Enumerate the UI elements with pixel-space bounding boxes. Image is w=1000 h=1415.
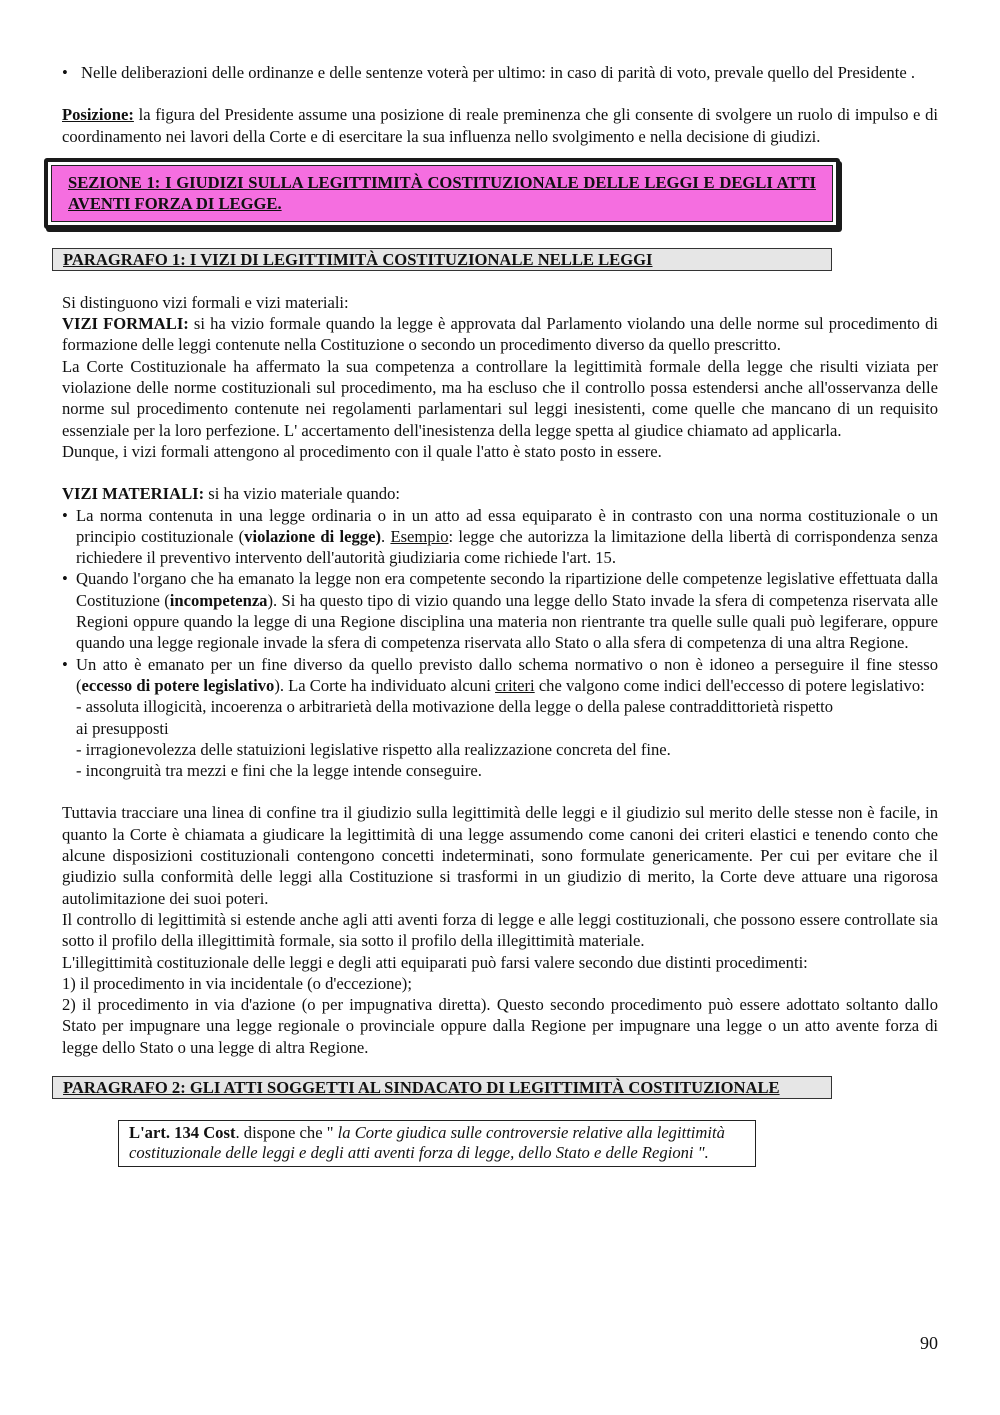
- eccesso-di-potere: eccesso di potere legislativo: [81, 675, 275, 695]
- vizi-materiali-label: VIZI MATERIALI:: [62, 484, 205, 504]
- paragraph-2-heading: PARAGRAFO 2: GLI ATTI SOGGETTI AL SINDACATO DI LEGITTIMITÀ COSTITUZIONALE: [52, 1076, 832, 1099]
- intro-bullet-text: Nelle deliberazioni delle ordinanze e delle sentenze voterà per ultimo: in caso di parità di voto, prevale quello del Presidente .: [81, 63, 915, 82]
- posizione-label: Posizione:: [62, 105, 134, 125]
- section-title: SEZIONE 1: I GIUDIZI SULLA LEGITTIMITÀ COSTITUZIONALE DELLE LEGGI E DEGLI ATTI AVENTI FORZA DI LEGGE.: [51, 165, 833, 222]
- violazione-di-legge: violazione di legge): [244, 526, 381, 546]
- criterion-1: - assoluta illogicità, incoerenza o arbitrarietà della motivazione della legge o della palese contraddittorietà rispetto: [76, 697, 834, 717]
- list-item: • Quando l'organo che ha emanato la legge non era competente secondo la ripartizione delle competenze legislative effettuata dalla Costituzione (incompetenza). Si ha questo tipo di vizio quando una legge dello Stato invade la sfera di competenza riservata alle Regioni oppure quando la legge di una Regione disciplina una materia non rientrante tra quelle sulle quali può legiferare, oppure quando una legge regionale invade la sfera di competenza riservata allo Stato o alla sfera di competenza di una altra Regione.: [62, 569, 939, 653]
- esempio-label: Esempio: [390, 526, 449, 546]
- bullet-dot: •: [62, 63, 68, 82]
- criteri-label: criteri: [495, 675, 535, 695]
- list-item: • Un atto è emanato per un fine diverso da quello previsto dallo schema normativo o non è idoneo a perseguire il fine stesso (eccesso di potere legislativo). La Corte ha individuato alcuni criteri che valgono come indici dell'eccesso di potere legislativo:: [62, 654, 938, 695]
- illegittimita-paragraph: L'illegittimità costituzionale delle leggi e degli atti equiparati può farsi valere secondo due distinti procedimenti:: [62, 952, 808, 972]
- quote-article: L'art. 134 Cost: [129, 1122, 236, 1142]
- list-item: • La norma contenuta in una legge ordinaria o in un atto ad essa equiparato è in contrasto con una norma costituzionale o un principio costituzionale (violazione di legge). Esempio: legge che autorizza la limitazione della libertà di corrispondenza senza richiedere il preventivo intervento dell'autorità giudiziaria come richiede l'art. 15.: [62, 505, 939, 568]
- criterion-2: - irragionevolezza delle statuizioni legislative rispetto alla realizzazione concreta del fine.: [76, 739, 671, 759]
- section-heading-box: [44, 158, 840, 229]
- quote-italic: la Corte giudica sulle controversie relative alla legittimità costituzionale delle leggi e degli atti aventi forza di legge, dello Stato e delle Regioni ".: [129, 1122, 725, 1162]
- procedure-2: 2) il procedimento in via d'azione (o per impugnativa diretta). Questo secondo procedimento può essere adottato soltanto dallo Stato per impugnare una legge regionale o provinciale oppure dalla Regione per impugnare una legge o un atto avente forza di legge dello Stato o una legge di altra Regione.: [62, 995, 938, 1057]
- tuttavia-paragraph: Tuttavia tracciare una linea di confine tra il giudizio sulla legittimità delle leggi e il giudizio sul merito delle stesse non è facile, in quanto la Corte è chiamata a giudicare la legittimità di una legge assumendo come canoni dei criteri elastici e tenendo conto che alcune disposizioni costituzionali contengono concetti indeterminati, sono formulate genericamente. Per cui per evitare che il giudizio sulla conformità delle leggi alla Costituzione si trasformi in un giudizio di merito, la Corte deve attuare una rigorosa autolimitazione dei suoi poteri.: [62, 803, 938, 908]
- criterion-1-cont: ai presupposti: [76, 718, 169, 738]
- intro-bullet: [62, 62, 938, 83]
- quote-plain: . dispone che ": [235, 1122, 338, 1142]
- vizi-formali-p3: Dunque, i vizi formali attengono al procedimento con il quale l'atto è stato posto in essere.: [62, 441, 662, 461]
- vizi-formali-text: si ha vizio formale quando la legge è approvata dal Parlamento violando una delle norme sul procedimento di formazione delle leggi contenute nella Costituzione o secondo un procedimento diverso da quello prescritto.: [62, 314, 938, 355]
- procedure-1: 1) il procedimento in via incidentale (o d'eccezione);: [62, 973, 412, 993]
- paragraph-1-heading: PARAGRAFO 1: I VIZI DI LEGITTIMITÀ COSTITUZIONALE NELLE LEGGI: [52, 248, 832, 271]
- bullet-dot: •: [62, 654, 68, 674]
- bullet-dot: •: [62, 505, 68, 525]
- criterion-3: - incongruità tra mezzi e fini che la legge intende conseguire.: [76, 761, 482, 781]
- page-number: 90: [920, 1333, 938, 1353]
- vizi-materiali-text: si ha vizio materiale quando:: [204, 484, 400, 504]
- controllo-paragraph: Il controllo di legittimità si estende anche agli atti aventi forza di legge e alle leggi costituzionali, che possono essere controllate sia sotto il profilo della illegittimità formale, sia sotto il profilo della illegittimità materiale.: [62, 909, 938, 951]
- posizione-text: la figura del Presidente assume una posizione di reale preminenza che gli consente di svolgere un ruolo di impulso e di coordinamento nei lavori della Corte e di esercitare la sua influenza nello svolgimento e nella decisione di giudizi.: [62, 105, 938, 146]
- document-page: [62, 62, 938, 1167]
- vizi-formali-p2: La Corte Costituzionale ha affermato la sua competenza a controllare la legittimità formale della legge che risulti viziata per violazione delle norme costituzionali sul procedimento, ma ha escluso che il controllo possa estendersi anche all'osservanza delle norme sul procedimento contenute nei regolamenti parlamentari sul leggi inesistenti, come quelle che mancano di un requisito essenziale per la loro perfezione. L' accertamento dell'inesistenza della legge spetta al giudice chiamato ad applicarla.: [62, 356, 938, 440]
- posizione-paragraph: [62, 104, 938, 147]
- vizi-materiali-paragraph: [62, 483, 938, 504]
- bullet-dot: •: [62, 569, 68, 589]
- vizi-formali-label: VIZI FORMALI:: [62, 314, 189, 334]
- incompetenza: incompetenza: [169, 590, 268, 610]
- vizi-formali-paragraph: [62, 313, 938, 356]
- art-134-quote-box: [118, 1120, 756, 1167]
- vizi-intro: Si distinguono vizi formali e vizi materiali:: [62, 292, 349, 312]
